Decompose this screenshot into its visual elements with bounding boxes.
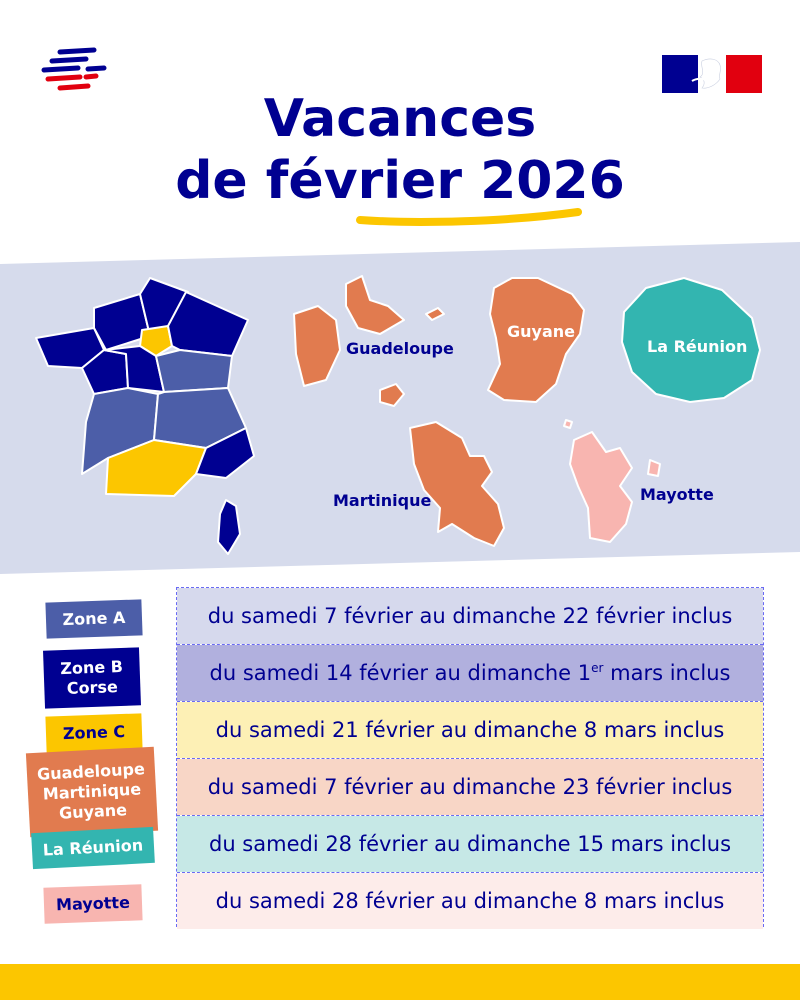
title-line-2: de février 2026 (175, 151, 625, 211)
zone-tag-c (45, 713, 142, 752)
date-row-antilles-text: du samedi 7 février au dimanche 23 février inclus (207, 775, 733, 799)
zone-tag-antilles-guyane (26, 747, 158, 838)
date-row-antilles-guyane (177, 759, 763, 815)
title-line-1: Vacances (263, 89, 537, 149)
zone-tag-b-corse (43, 647, 141, 708)
map-label-mayotte: Mayotte (640, 485, 714, 504)
map-label-martinique: Martinique (333, 491, 432, 510)
zone-tag-a-label: Zone A (62, 607, 126, 630)
date-row-zone-b-text: du samedi 14 février au dimanche 1er mars inclus (209, 661, 731, 685)
date-row-zone-c (177, 702, 763, 758)
zone-tag-b-label-line2: Corse (66, 677, 119, 698)
map-region-bourgogne (156, 350, 232, 392)
map-label-la-reunion: La Réunion (647, 337, 748, 356)
date-row-zone-a-text: du samedi 7 février au dimanche 22 février inclus (207, 604, 733, 628)
footer-yellow-band (0, 964, 800, 1000)
zone-tag-b-label-line1: Zone B (60, 656, 124, 679)
zone-tag-c-label: Zone C (62, 721, 126, 744)
zone-tag-la-reunion-label: La Réunion (42, 835, 144, 860)
date-row-la-reunion-text: du samedi 28 février au dimanche 15 mars inclus (208, 832, 732, 856)
zone-tag-antilles-line3: Guyane (58, 800, 128, 823)
date-row-zone-a (177, 588, 763, 644)
date-row-zone-c-text: du samedi 21 février au dimanche 8 mars inclus (215, 718, 725, 742)
dates-table (176, 587, 764, 927)
page-title (0, 88, 800, 212)
zone-tag-mayotte (43, 884, 142, 923)
zone-tag-a (45, 599, 142, 638)
zone-tag-antilles-line1: Guadeloupe (36, 759, 146, 784)
zone-tag-la-reunion (31, 827, 155, 869)
date-row-mayotte-text: du samedi 28 février au dimanche 8 mars inclus (215, 889, 725, 913)
date-row-la-reunion (177, 816, 763, 872)
zone-tag-mayotte-label: Mayotte (55, 892, 131, 915)
date-row-mayotte (177, 873, 763, 929)
map-band (0, 242, 800, 574)
map-label-guadeloupe: Guadeloupe (346, 339, 454, 358)
zone-tag-antilles-line2: Martinique (42, 779, 142, 804)
title-underline-stroke (356, 206, 582, 228)
date-row-zone-b (177, 645, 763, 701)
map-label-guyane: Guyane (507, 322, 575, 341)
